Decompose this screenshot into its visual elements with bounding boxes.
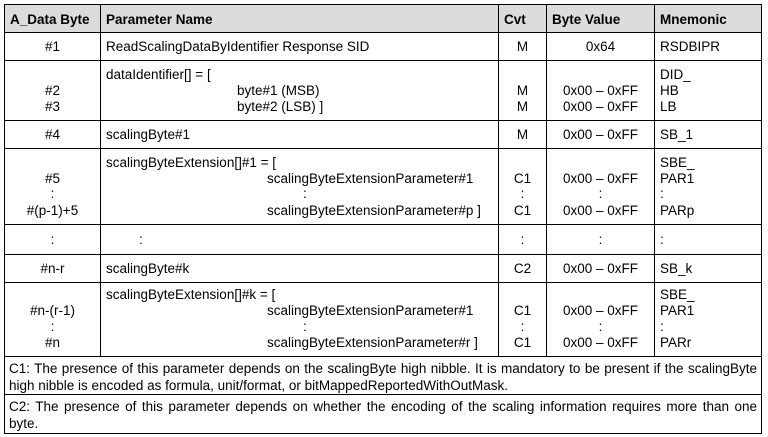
cell-byte bbox=[5, 225, 101, 254]
table-row bbox=[5, 33, 761, 61]
byte-value: 0x00 – 0xFF bbox=[562, 261, 639, 276]
cell-parameter bbox=[101, 225, 499, 254]
header-cell-a-data-byte bbox=[5, 5, 101, 32]
cell-byte-value bbox=[547, 121, 655, 148]
mnemonic: SBE_ bbox=[660, 155, 695, 170]
cell-mnemonic bbox=[655, 225, 761, 254]
table-row bbox=[5, 149, 761, 225]
parameter-sub: scalingByteExtensionParameter#1 bbox=[267, 171, 474, 186]
cell-mnemonic bbox=[655, 255, 761, 282]
byte-value: 0x00 – 0xFF bbox=[562, 127, 639, 142]
parameter-name: : bbox=[139, 232, 143, 247]
parameter-name: dataIdentifier[] = [ bbox=[106, 67, 211, 82]
byte-index: #4 bbox=[44, 127, 61, 142]
byte-index: #5 bbox=[44, 171, 61, 186]
mnemonic: DID_ bbox=[660, 67, 691, 82]
byte-index: : bbox=[50, 186, 55, 201]
byte-value: 0x00 – 0xFF bbox=[562, 303, 639, 318]
cvt-value: M bbox=[516, 99, 529, 114]
mnemonic: : bbox=[660, 232, 664, 247]
parameter-sub: : bbox=[303, 186, 307, 201]
byte-index: #3 bbox=[44, 99, 61, 114]
byte-value: : bbox=[598, 186, 603, 201]
byte-value: 0x00 – 0xFF bbox=[562, 203, 639, 218]
header-cell-parameter-name bbox=[101, 5, 499, 32]
parameter-sub: : bbox=[303, 319, 307, 334]
mnemonic: PAR1 bbox=[660, 303, 695, 318]
parameter-sub: scalingByteExtensionParameter#r ] bbox=[267, 335, 478, 350]
header-mnemonic: Mnemonic bbox=[660, 12, 727, 27]
byte-value: 0x64 bbox=[585, 39, 616, 54]
note-c1-row bbox=[5, 357, 761, 395]
cell-byte-value bbox=[547, 149, 655, 224]
cell-byte bbox=[5, 149, 101, 224]
cell-byte-value bbox=[547, 225, 655, 254]
mnemonic: LB bbox=[660, 99, 677, 114]
byte-index: #1 bbox=[44, 39, 61, 54]
cell-mnemonic bbox=[655, 149, 761, 224]
cvt-value: : bbox=[520, 186, 525, 201]
table-row bbox=[5, 255, 761, 283]
mnemonic: PAR1 bbox=[660, 171, 695, 186]
cell-byte bbox=[5, 255, 101, 282]
cell-parameter bbox=[101, 283, 499, 356]
mnemonic: RSDBIPR bbox=[660, 39, 721, 54]
parameter-name: scalingByteExtension[]#1 = [ bbox=[106, 155, 276, 170]
byte-value: 0x00 – 0xFF bbox=[562, 99, 639, 114]
byte-index: #(p-1)+5 bbox=[26, 203, 79, 218]
parameter-sub: byte#2 (LSB) ] bbox=[237, 99, 324, 114]
mnemonic: SB_1 bbox=[660, 127, 694, 142]
cell-byte bbox=[5, 283, 101, 356]
cell-byte bbox=[5, 33, 101, 60]
cvt-value: C1 bbox=[513, 171, 532, 186]
cell-cvt bbox=[499, 149, 547, 224]
mnemonic: SB_k bbox=[660, 261, 693, 276]
header-cvt: Cvt bbox=[504, 12, 526, 27]
table-row bbox=[5, 121, 761, 149]
byte-index: : bbox=[50, 319, 55, 334]
byte-value: 0x00 – 0xFF bbox=[562, 171, 639, 186]
response-message-table bbox=[4, 4, 762, 434]
header-cell-mnemonic bbox=[655, 5, 761, 32]
header-parameter-name: Parameter Name bbox=[106, 12, 213, 27]
mnemonic: PARr bbox=[660, 335, 692, 350]
table-header-row bbox=[5, 5, 761, 33]
parameter-name: scalingByte#1 bbox=[106, 127, 191, 142]
table-row bbox=[5, 61, 761, 121]
byte-index: #2 bbox=[44, 83, 61, 98]
cvt-value: : bbox=[520, 232, 525, 247]
mnemonic: HB bbox=[660, 83, 679, 98]
cell-mnemonic bbox=[655, 61, 761, 120]
cvt-value: C2 bbox=[513, 261, 532, 276]
parameter-sub: scalingByteExtensionParameter#1 bbox=[267, 303, 474, 318]
cvt-value: C1 bbox=[513, 303, 532, 318]
cell-parameter bbox=[101, 255, 499, 282]
cell-mnemonic bbox=[655, 283, 761, 356]
cvt-value: : bbox=[520, 319, 525, 334]
cell-parameter bbox=[101, 61, 499, 120]
byte-index: #n bbox=[44, 335, 61, 350]
cell-mnemonic bbox=[655, 121, 761, 148]
mnemonic: : bbox=[660, 319, 664, 334]
mnemonic: PARp bbox=[660, 203, 695, 218]
cvt-value: M bbox=[516, 83, 529, 98]
note-c2: C2: The presence of this parameter depends on whether the encoding of the scaling information requires more than one byte. bbox=[9, 399, 757, 431]
parameter-name: ReadScalingDataByIdentifier Response SID bbox=[106, 39, 370, 54]
cvt-value: C1 bbox=[513, 203, 532, 218]
cvt-value: C1 bbox=[513, 335, 532, 350]
byte-value: 0x00 – 0xFF bbox=[562, 335, 639, 350]
cell-byte-value bbox=[547, 61, 655, 120]
cell-cvt bbox=[499, 33, 547, 60]
byte-index: #n-(r-1) bbox=[29, 303, 75, 318]
cell-cvt bbox=[499, 121, 547, 148]
cell-byte bbox=[5, 121, 101, 148]
table-row bbox=[5, 225, 761, 255]
header-byte-value: Byte Value bbox=[552, 12, 621, 27]
header-cell-byte-value bbox=[547, 5, 655, 32]
byte-index: #n-r bbox=[40, 261, 65, 276]
cell-parameter bbox=[101, 149, 499, 224]
cell-byte-value bbox=[547, 33, 655, 60]
cell-parameter bbox=[101, 121, 499, 148]
note-c1: C1: The presence of this parameter depends on the scalingByte high nibble. It is mandatory to be present if the scalingByte high nibble is encoded as formula, unit/format, or bitMappedReportedWithOutMask. bbox=[9, 361, 757, 393]
cell-cvt bbox=[499, 283, 547, 356]
byte-value: : bbox=[598, 319, 603, 334]
mnemonic: SBE_ bbox=[660, 287, 695, 302]
cell-parameter bbox=[101, 33, 499, 60]
note-c2-row bbox=[5, 395, 761, 433]
cell-cvt bbox=[499, 61, 547, 120]
byte-index: : bbox=[50, 232, 55, 247]
cvt-value: M bbox=[516, 39, 529, 54]
parameter-sub: scalingByteExtensionParameter#p ] bbox=[267, 203, 481, 218]
cell-mnemonic bbox=[655, 33, 761, 60]
byte-value: : bbox=[598, 232, 603, 247]
parameter-name: scalingByte#k bbox=[106, 261, 190, 276]
header-cell-cvt bbox=[499, 5, 547, 32]
cell-byte bbox=[5, 61, 101, 120]
parameter-sub: byte#1 (MSB) bbox=[237, 83, 320, 98]
cell-cvt bbox=[499, 255, 547, 282]
byte-value: 0x00 – 0xFF bbox=[562, 83, 639, 98]
cell-byte-value bbox=[547, 283, 655, 356]
cell-byte-value bbox=[547, 255, 655, 282]
cvt-value: M bbox=[516, 127, 529, 142]
table-row bbox=[5, 283, 761, 357]
cell-cvt bbox=[499, 225, 547, 254]
parameter-name: scalingByteExtension[]#k = [ bbox=[106, 287, 276, 302]
mnemonic: : bbox=[660, 186, 664, 201]
header-a-data-byte: A_Data Byte bbox=[10, 12, 90, 27]
